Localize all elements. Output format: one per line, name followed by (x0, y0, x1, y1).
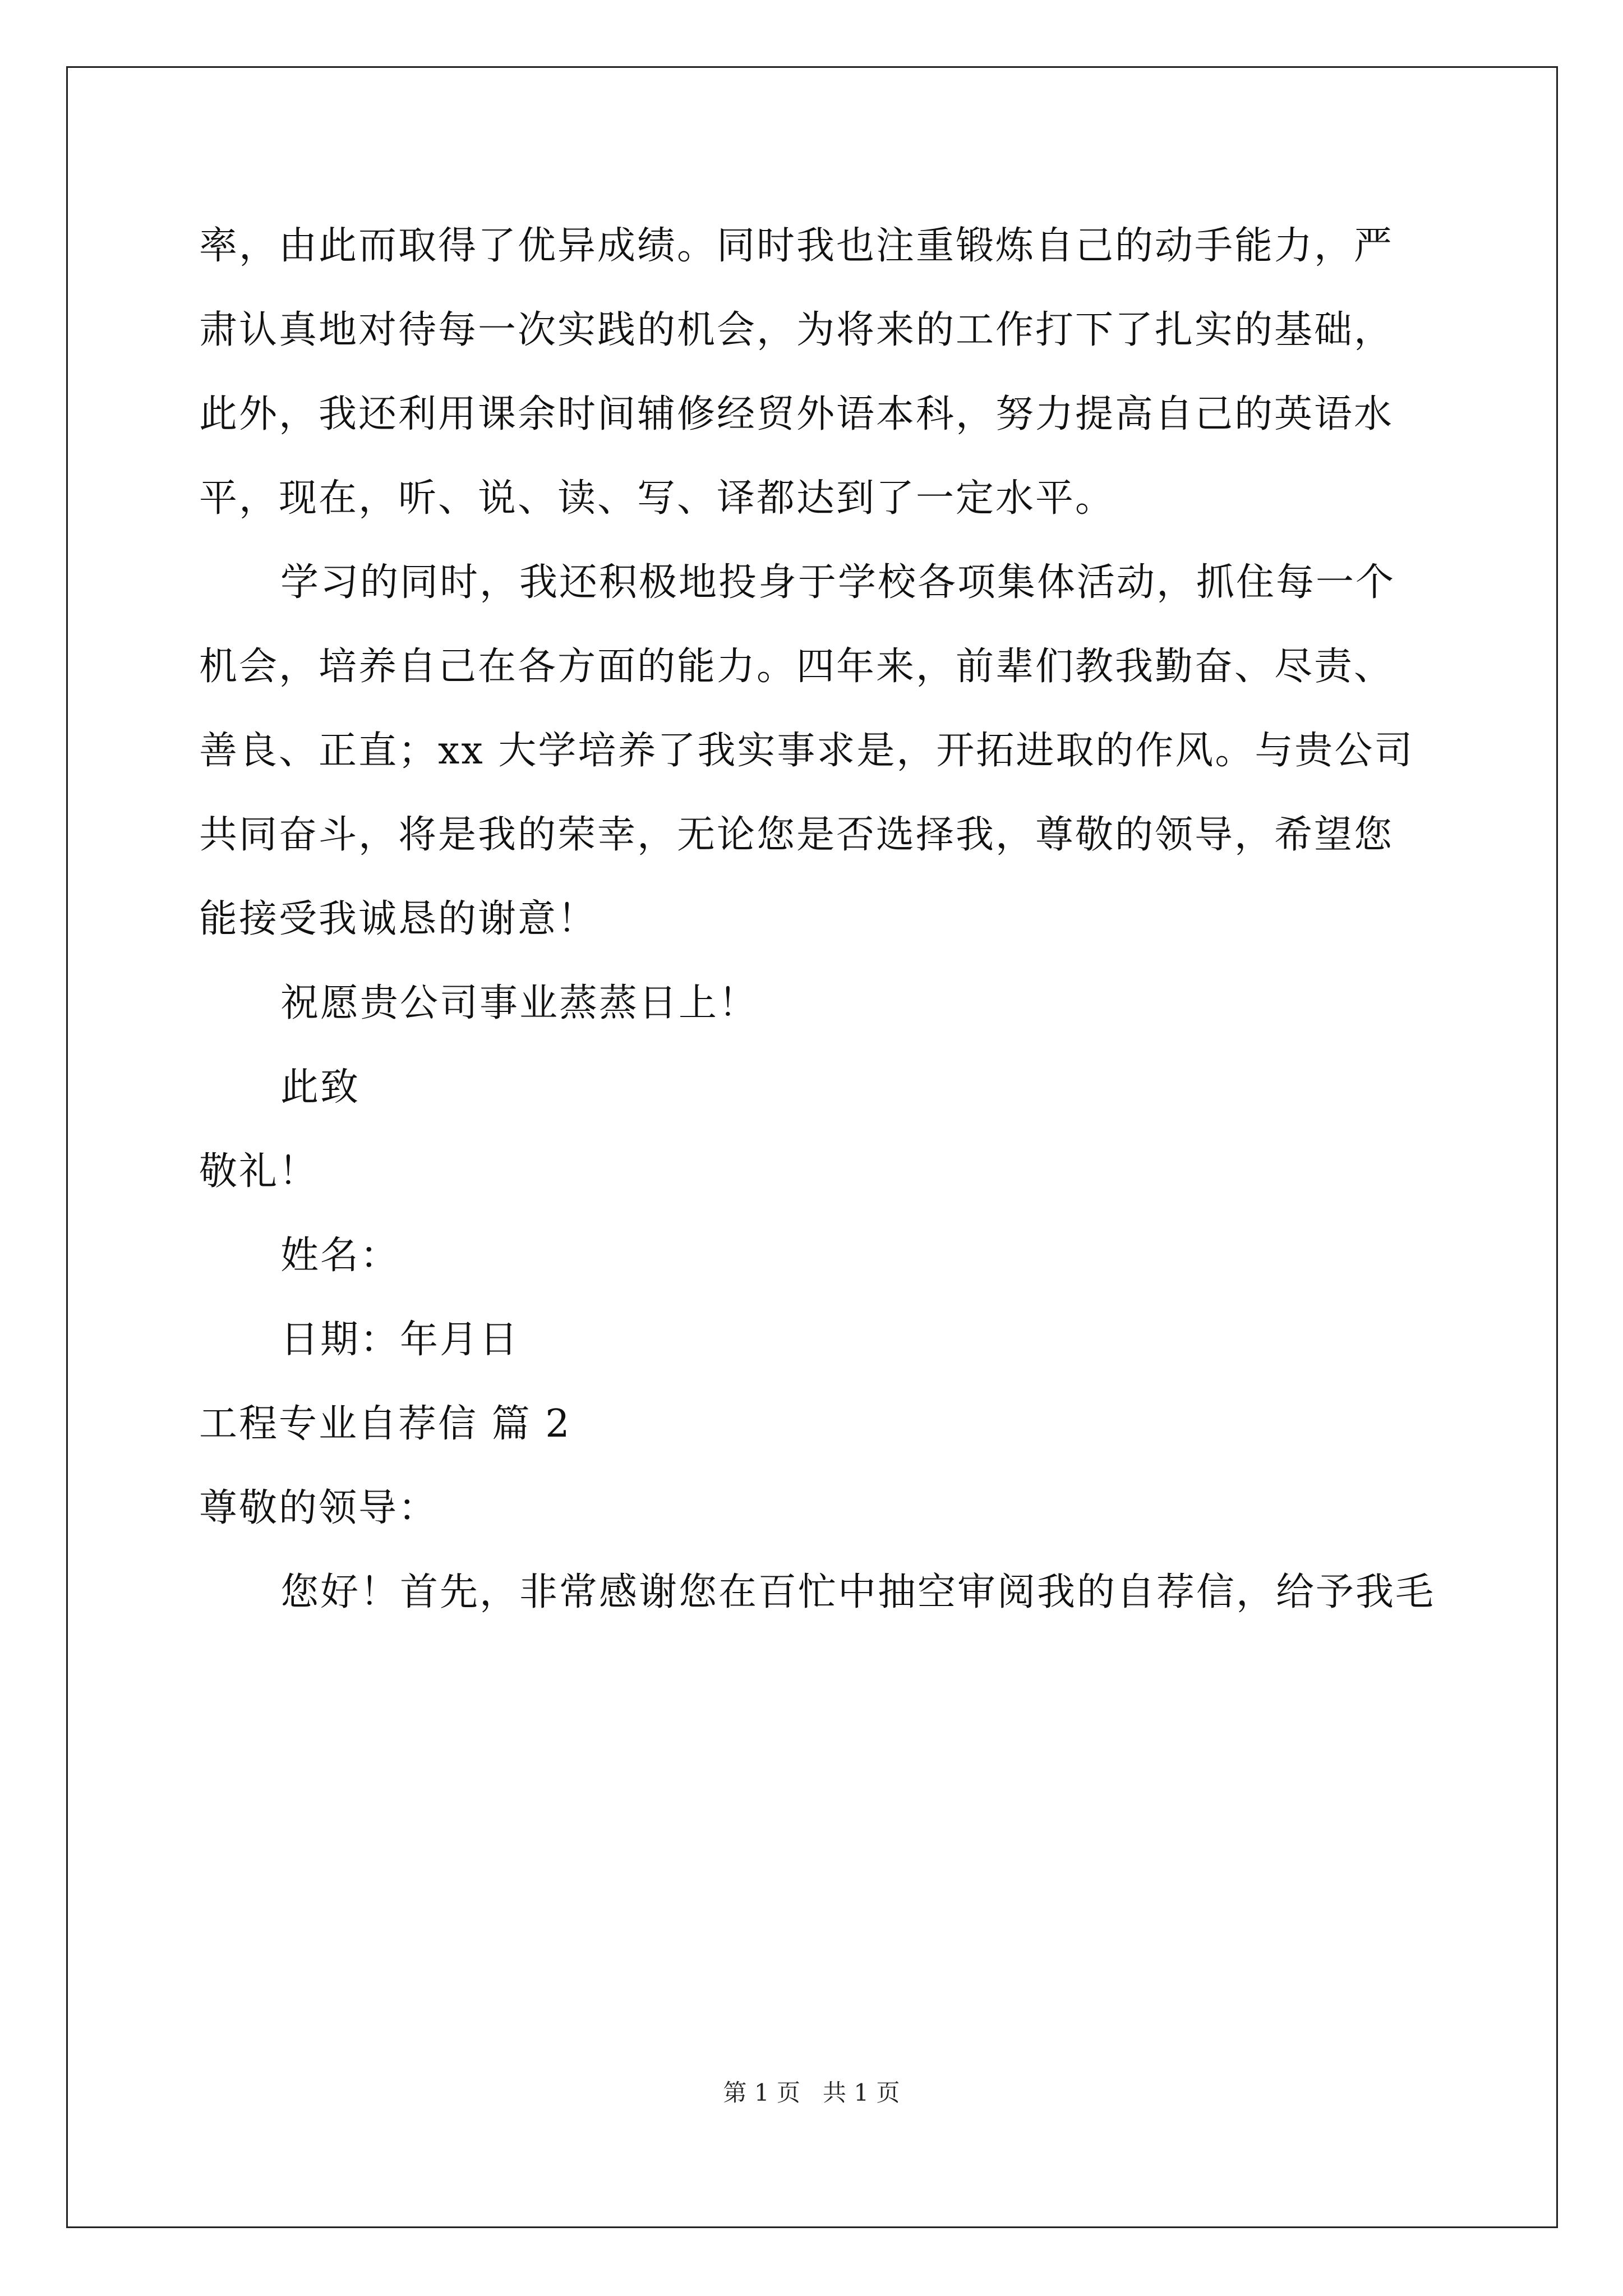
paragraph-line: 肃认真地对待每一次实践的机会，为将来的工作打下了扎实的基础， (199, 308, 1394, 352)
paragraph-line: 共同奋斗，将是我的荣幸，无论您是否选择我，尊敬的领导，希望您 (199, 813, 1394, 857)
signature-date: 日期：年月日 (280, 1318, 520, 1362)
paragraph-line: 能接受我诚恳的谢意！ (199, 897, 598, 941)
page-number-footer: 第 1 页 共 1 页 (723, 2079, 900, 2106)
paragraph-line: 您好！首先，非常感谢您在百忙中抽空审阅我的自荐信，给予我毛 (280, 1570, 1436, 1614)
closing-wish: 祝愿贵公司事业蒸蒸日上！ (280, 981, 759, 1025)
paragraph-line: 机会，培养自己在各方面的能力。四年来，前辈们教我勤奋、尽责、 (199, 645, 1394, 689)
closing-salutation: 此致 (280, 1065, 361, 1110)
letter-greeting: 尊敬的领导： (199, 1486, 439, 1530)
paragraph-line: 平，现在，听、说、读、写、译都达到了一定水平。 (199, 476, 1115, 521)
paragraph-line: 率，由此而取得了优异成绩。同时我也注重锻炼自己的动手能力，严 (199, 224, 1394, 268)
paragraph-line: 善良、正直；xx 大学培养了我实事求是，开拓进取的作风。与贵公司 (199, 729, 1414, 773)
signature-name: 姓名： (280, 1234, 400, 1278)
section-heading: 工程专业自荐信 篇 2 (199, 1402, 571, 1446)
closing-regards: 敬礼！ (199, 1149, 319, 1194)
paragraph-line: 此外，我还利用课余时间辅修经贸外语本科，努力提高自己的英语水 (199, 392, 1394, 436)
paragraph-line: 学习的同时，我还积极地投身于学校各项集体活动，抓住每一个 (280, 560, 1396, 605)
page-border (66, 66, 1558, 2228)
